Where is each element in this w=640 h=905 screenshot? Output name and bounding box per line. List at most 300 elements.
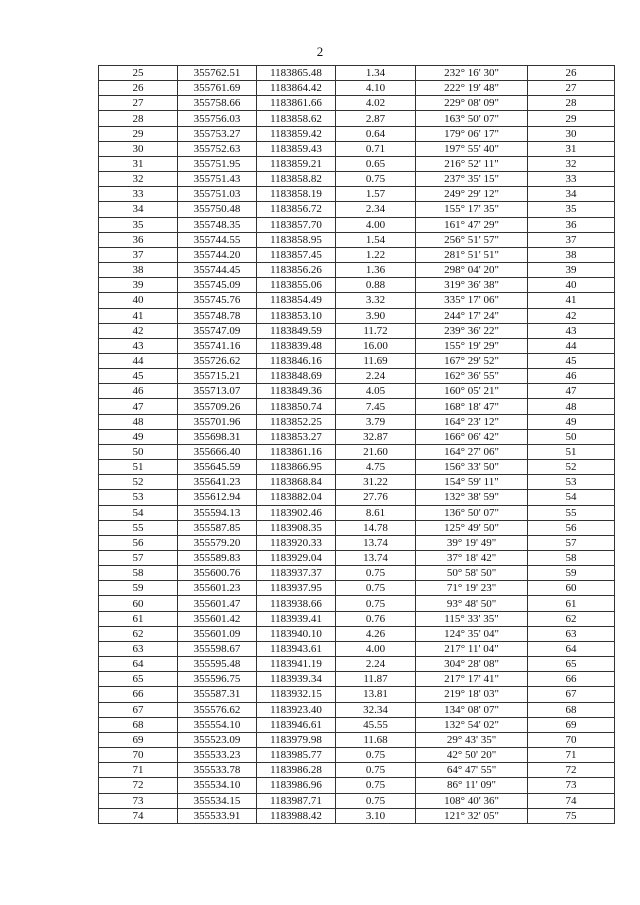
point-number-cell: 52 bbox=[99, 475, 178, 490]
next-point-cell: 48 bbox=[528, 399, 615, 414]
x-coordinate-cell: 355741.16 bbox=[178, 338, 257, 353]
y-coordinate-cell: 1183988.42 bbox=[257, 808, 336, 823]
y-coordinate-cell: 1183937.95 bbox=[257, 581, 336, 596]
bearing-cell: 37° 18' 42" bbox=[416, 551, 528, 566]
x-coordinate-cell: 355533.23 bbox=[178, 748, 257, 763]
table-row bbox=[99, 672, 615, 687]
bearing-cell: 164° 23' 12" bbox=[416, 414, 528, 429]
table-row bbox=[99, 369, 615, 384]
table-row bbox=[99, 278, 615, 293]
y-coordinate-cell: 1183855.06 bbox=[257, 278, 336, 293]
distance-cell: 13.74 bbox=[336, 551, 416, 566]
y-coordinate-cell: 1183859.21 bbox=[257, 156, 336, 171]
distance-cell: 11.72 bbox=[336, 323, 416, 338]
point-number-cell: 37 bbox=[99, 247, 178, 262]
y-coordinate-cell: 1183858.82 bbox=[257, 172, 336, 187]
x-coordinate-cell: 355748.78 bbox=[178, 308, 257, 323]
distance-cell: 8.61 bbox=[336, 505, 416, 520]
distance-cell: 4.02 bbox=[336, 96, 416, 111]
x-coordinate-cell: 355579.20 bbox=[178, 535, 257, 550]
point-number-cell: 29 bbox=[99, 126, 178, 141]
table-row bbox=[99, 187, 615, 202]
next-point-cell: 73 bbox=[528, 778, 615, 793]
table-row bbox=[99, 475, 615, 490]
x-coordinate-cell: 355589.83 bbox=[178, 551, 257, 566]
bearing-cell: 154° 59' 11" bbox=[416, 475, 528, 490]
y-coordinate-cell: 1183932.15 bbox=[257, 687, 336, 702]
distance-cell: 32.34 bbox=[336, 702, 416, 717]
x-coordinate-cell: 355726.62 bbox=[178, 353, 257, 368]
distance-cell: 31.22 bbox=[336, 475, 416, 490]
y-coordinate-cell: 1183857.70 bbox=[257, 217, 336, 232]
table-row bbox=[99, 748, 615, 763]
table-row bbox=[99, 566, 615, 581]
next-point-cell: 74 bbox=[528, 793, 615, 808]
y-coordinate-cell: 1183939.41 bbox=[257, 611, 336, 626]
distance-cell: 7.45 bbox=[336, 399, 416, 414]
distance-cell: 3.79 bbox=[336, 414, 416, 429]
x-coordinate-cell: 355612.94 bbox=[178, 490, 257, 505]
x-coordinate-cell: 355701.96 bbox=[178, 414, 257, 429]
distance-cell: 3.90 bbox=[336, 308, 416, 323]
bearing-cell: 167° 29' 52" bbox=[416, 353, 528, 368]
point-number-cell: 67 bbox=[99, 702, 178, 717]
distance-cell: 0.75 bbox=[336, 793, 416, 808]
distance-cell: 0.75 bbox=[336, 172, 416, 187]
point-number-cell: 68 bbox=[99, 717, 178, 732]
point-number-cell: 42 bbox=[99, 323, 178, 338]
next-point-cell: 69 bbox=[528, 717, 615, 732]
point-number-cell: 74 bbox=[99, 808, 178, 823]
x-coordinate-cell: 355596.75 bbox=[178, 672, 257, 687]
next-point-cell: 39 bbox=[528, 263, 615, 278]
table-row bbox=[99, 111, 615, 126]
point-number-cell: 64 bbox=[99, 657, 178, 672]
point-number-cell: 33 bbox=[99, 187, 178, 202]
table-row bbox=[99, 323, 615, 338]
y-coordinate-cell: 1183908.35 bbox=[257, 520, 336, 535]
bearing-cell: 161° 47' 29" bbox=[416, 217, 528, 232]
point-number-cell: 69 bbox=[99, 732, 178, 747]
point-number-cell: 73 bbox=[99, 793, 178, 808]
next-point-cell: 72 bbox=[528, 763, 615, 778]
x-coordinate-cell: 355709.26 bbox=[178, 399, 257, 414]
next-point-cell: 53 bbox=[528, 475, 615, 490]
x-coordinate-cell: 355751.43 bbox=[178, 172, 257, 187]
x-coordinate-cell: 355601.42 bbox=[178, 611, 257, 626]
next-point-cell: 40 bbox=[528, 278, 615, 293]
y-coordinate-cell: 1183861.16 bbox=[257, 444, 336, 459]
distance-cell: 2.24 bbox=[336, 657, 416, 672]
bearing-cell: 179° 06' 17" bbox=[416, 126, 528, 141]
point-number-cell: 56 bbox=[99, 535, 178, 550]
x-coordinate-cell: 355745.76 bbox=[178, 293, 257, 308]
point-number-cell: 43 bbox=[99, 338, 178, 353]
x-coordinate-cell: 355761.69 bbox=[178, 81, 257, 96]
next-point-cell: 42 bbox=[528, 308, 615, 323]
y-coordinate-cell: 1183946.61 bbox=[257, 717, 336, 732]
point-number-cell: 46 bbox=[99, 384, 178, 399]
distance-cell: 0.65 bbox=[336, 156, 416, 171]
x-coordinate-cell: 355576.62 bbox=[178, 702, 257, 717]
distance-cell: 4.00 bbox=[336, 217, 416, 232]
distance-cell: 0.88 bbox=[336, 278, 416, 293]
point-number-cell: 58 bbox=[99, 566, 178, 581]
table-row bbox=[99, 581, 615, 596]
point-number-cell: 28 bbox=[99, 111, 178, 126]
bearing-cell: 216° 52' 11" bbox=[416, 156, 528, 171]
table-row bbox=[99, 732, 615, 747]
next-point-cell: 41 bbox=[528, 293, 615, 308]
distance-cell: 14.78 bbox=[336, 520, 416, 535]
y-coordinate-cell: 1183857.45 bbox=[257, 247, 336, 262]
page-number: 2 bbox=[316, 44, 324, 59]
next-point-cell: 60 bbox=[528, 581, 615, 596]
point-number-cell: 71 bbox=[99, 763, 178, 778]
bearing-cell: 237° 35' 15" bbox=[416, 172, 528, 187]
next-point-cell: 43 bbox=[528, 323, 615, 338]
table-row bbox=[99, 626, 615, 641]
x-coordinate-cell: 355744.45 bbox=[178, 263, 257, 278]
bearing-cell: 155° 17' 35" bbox=[416, 202, 528, 217]
bearing-cell: 304° 28' 08" bbox=[416, 657, 528, 672]
distance-cell: 2.34 bbox=[336, 202, 416, 217]
table-row bbox=[99, 263, 615, 278]
distance-cell: 4.05 bbox=[336, 384, 416, 399]
point-number-cell: 39 bbox=[99, 278, 178, 293]
table-row bbox=[99, 505, 615, 520]
y-coordinate-cell: 1183849.36 bbox=[257, 384, 336, 399]
x-coordinate-cell: 355595.48 bbox=[178, 657, 257, 672]
point-number-cell: 27 bbox=[99, 96, 178, 111]
y-coordinate-cell: 1183859.43 bbox=[257, 141, 336, 156]
table-row bbox=[99, 429, 615, 444]
table-row bbox=[99, 399, 615, 414]
x-coordinate-cell: 355756.03 bbox=[178, 111, 257, 126]
y-coordinate-cell: 1183864.42 bbox=[257, 81, 336, 96]
point-number-cell: 70 bbox=[99, 748, 178, 763]
point-number-cell: 61 bbox=[99, 611, 178, 626]
table-row bbox=[99, 460, 615, 475]
next-point-cell: 63 bbox=[528, 626, 615, 641]
point-number-cell: 57 bbox=[99, 551, 178, 566]
bearing-cell: 42° 50' 20" bbox=[416, 748, 528, 763]
bearing-cell: 298° 04' 20" bbox=[416, 263, 528, 278]
y-coordinate-cell: 1183868.84 bbox=[257, 475, 336, 490]
point-number-cell: 34 bbox=[99, 202, 178, 217]
y-coordinate-cell: 1183856.26 bbox=[257, 263, 336, 278]
distance-cell: 1.36 bbox=[336, 263, 416, 278]
y-coordinate-cell: 1183987.71 bbox=[257, 793, 336, 808]
next-point-cell: 32 bbox=[528, 156, 615, 171]
y-coordinate-cell: 1183979.98 bbox=[257, 732, 336, 747]
next-point-cell: 38 bbox=[528, 247, 615, 262]
point-number-cell: 49 bbox=[99, 429, 178, 444]
bearing-cell: 281° 51' 51" bbox=[416, 247, 528, 262]
distance-cell: 0.64 bbox=[336, 126, 416, 141]
next-point-cell: 57 bbox=[528, 535, 615, 550]
bearing-cell: 163° 50' 07" bbox=[416, 111, 528, 126]
point-number-cell: 54 bbox=[99, 505, 178, 520]
y-coordinate-cell: 1183940.10 bbox=[257, 626, 336, 641]
x-coordinate-cell: 355744.55 bbox=[178, 232, 257, 247]
point-number-cell: 66 bbox=[99, 687, 178, 702]
table-row bbox=[99, 808, 615, 823]
point-number-cell: 40 bbox=[99, 293, 178, 308]
x-coordinate-cell: 355587.85 bbox=[178, 520, 257, 535]
y-coordinate-cell: 1183861.66 bbox=[257, 96, 336, 111]
table-row bbox=[99, 551, 615, 566]
y-coordinate-cell: 1183923.40 bbox=[257, 702, 336, 717]
distance-cell: 4.10 bbox=[336, 81, 416, 96]
bearing-cell: 319° 36' 38" bbox=[416, 278, 528, 293]
next-point-cell: 55 bbox=[528, 505, 615, 520]
distance-cell: 16.00 bbox=[336, 338, 416, 353]
bearing-cell: 121° 32' 05" bbox=[416, 808, 528, 823]
bearing-cell: 115° 33' 35" bbox=[416, 611, 528, 626]
distance-cell: 0.75 bbox=[336, 763, 416, 778]
next-point-cell: 61 bbox=[528, 596, 615, 611]
y-coordinate-cell: 1183985.77 bbox=[257, 748, 336, 763]
bearing-cell: 197° 55' 40" bbox=[416, 141, 528, 156]
next-point-cell: 35 bbox=[528, 202, 615, 217]
point-number-cell: 26 bbox=[99, 81, 178, 96]
point-number-cell: 45 bbox=[99, 369, 178, 384]
next-point-cell: 54 bbox=[528, 490, 615, 505]
x-coordinate-cell: 355715.21 bbox=[178, 369, 257, 384]
table-row bbox=[99, 611, 615, 626]
y-coordinate-cell: 1183858.95 bbox=[257, 232, 336, 247]
distance-cell: 11.69 bbox=[336, 353, 416, 368]
next-point-cell: 29 bbox=[528, 111, 615, 126]
distance-cell: 45.55 bbox=[336, 717, 416, 732]
bearing-cell: 156° 33' 50" bbox=[416, 460, 528, 475]
point-number-cell: 38 bbox=[99, 263, 178, 278]
bearing-cell: 256° 51' 57" bbox=[416, 232, 528, 247]
next-point-cell: 33 bbox=[528, 172, 615, 187]
table-row bbox=[99, 596, 615, 611]
distance-cell: 11.68 bbox=[336, 732, 416, 747]
next-point-cell: 28 bbox=[528, 96, 615, 111]
y-coordinate-cell: 1183920.33 bbox=[257, 535, 336, 550]
table-row bbox=[99, 247, 615, 262]
bearing-cell: 166° 06' 42" bbox=[416, 429, 528, 444]
y-coordinate-cell: 1183902.46 bbox=[257, 505, 336, 520]
y-coordinate-cell: 1183853.10 bbox=[257, 308, 336, 323]
bearing-cell: 132° 38' 59" bbox=[416, 490, 528, 505]
x-coordinate-cell: 355744.20 bbox=[178, 247, 257, 262]
bearing-cell: 132° 54' 02" bbox=[416, 717, 528, 732]
table-row bbox=[99, 763, 615, 778]
point-number-cell: 32 bbox=[99, 172, 178, 187]
x-coordinate-cell: 355752.63 bbox=[178, 141, 257, 156]
table-row bbox=[99, 338, 615, 353]
distance-cell: 11.87 bbox=[336, 672, 416, 687]
distance-cell: 0.71 bbox=[336, 141, 416, 156]
table-row bbox=[99, 126, 615, 141]
next-point-cell: 75 bbox=[528, 808, 615, 823]
x-coordinate-cell: 355601.09 bbox=[178, 626, 257, 641]
distance-cell: 0.75 bbox=[336, 566, 416, 581]
next-point-cell: 68 bbox=[528, 702, 615, 717]
bearing-cell: 162° 36' 55" bbox=[416, 369, 528, 384]
coordinates-table bbox=[98, 65, 615, 824]
bearing-cell: 155° 19' 29" bbox=[416, 338, 528, 353]
y-coordinate-cell: 1183858.19 bbox=[257, 187, 336, 202]
table-row bbox=[99, 96, 615, 111]
table-row bbox=[99, 66, 615, 81]
bearing-cell: 108° 40' 36" bbox=[416, 793, 528, 808]
table-row bbox=[99, 384, 615, 399]
table-row bbox=[99, 490, 615, 505]
next-point-cell: 50 bbox=[528, 429, 615, 444]
next-point-cell: 66 bbox=[528, 672, 615, 687]
table-row bbox=[99, 641, 615, 656]
point-number-cell: 59 bbox=[99, 581, 178, 596]
next-point-cell: 34 bbox=[528, 187, 615, 202]
table-row bbox=[99, 156, 615, 171]
distance-cell: 21.60 bbox=[336, 444, 416, 459]
next-point-cell: 37 bbox=[528, 232, 615, 247]
distance-cell: 13.81 bbox=[336, 687, 416, 702]
y-coordinate-cell: 1183859.42 bbox=[257, 126, 336, 141]
bearing-cell: 244° 17' 24" bbox=[416, 308, 528, 323]
bearing-cell: 229° 08' 09" bbox=[416, 96, 528, 111]
table-row bbox=[99, 81, 615, 96]
bearing-cell: 217° 11' 04" bbox=[416, 641, 528, 656]
table-row bbox=[99, 687, 615, 702]
distance-cell: 13.74 bbox=[336, 535, 416, 550]
point-number-cell: 48 bbox=[99, 414, 178, 429]
point-number-cell: 30 bbox=[99, 141, 178, 156]
point-number-cell: 63 bbox=[99, 641, 178, 656]
x-coordinate-cell: 355748.35 bbox=[178, 217, 257, 232]
bearing-cell: 249° 29' 12" bbox=[416, 187, 528, 202]
distance-cell: 4.26 bbox=[336, 626, 416, 641]
distance-cell: 1.22 bbox=[336, 247, 416, 262]
next-point-cell: 62 bbox=[528, 611, 615, 626]
table-row bbox=[99, 657, 615, 672]
next-point-cell: 65 bbox=[528, 657, 615, 672]
table-row bbox=[99, 172, 615, 187]
y-coordinate-cell: 1183856.72 bbox=[257, 202, 336, 217]
point-number-cell: 47 bbox=[99, 399, 178, 414]
bearing-cell: 29° 43' 35" bbox=[416, 732, 528, 747]
x-coordinate-cell: 355745.09 bbox=[178, 278, 257, 293]
next-point-cell: 31 bbox=[528, 141, 615, 156]
y-coordinate-cell: 1183839.48 bbox=[257, 338, 336, 353]
y-coordinate-cell: 1183938.66 bbox=[257, 596, 336, 611]
y-coordinate-cell: 1183852.25 bbox=[257, 414, 336, 429]
point-number-cell: 41 bbox=[99, 308, 178, 323]
distance-cell: 4.75 bbox=[336, 460, 416, 475]
distance-cell: 32.87 bbox=[336, 429, 416, 444]
bearing-cell: 136° 50' 07" bbox=[416, 505, 528, 520]
next-point-cell: 26 bbox=[528, 66, 615, 81]
distance-cell: 4.00 bbox=[336, 641, 416, 656]
x-coordinate-cell: 355753.27 bbox=[178, 126, 257, 141]
y-coordinate-cell: 1183939.34 bbox=[257, 672, 336, 687]
point-number-cell: 31 bbox=[99, 156, 178, 171]
x-coordinate-cell: 355645.59 bbox=[178, 460, 257, 475]
x-coordinate-cell: 355523.09 bbox=[178, 732, 257, 747]
y-coordinate-cell: 1183941.19 bbox=[257, 657, 336, 672]
y-coordinate-cell: 1183848.69 bbox=[257, 369, 336, 384]
bearing-cell: 239° 36' 22" bbox=[416, 323, 528, 338]
point-number-cell: 72 bbox=[99, 778, 178, 793]
distance-cell: 0.75 bbox=[336, 581, 416, 596]
bearing-cell: 217° 17' 41" bbox=[416, 672, 528, 687]
distance-cell: 0.75 bbox=[336, 596, 416, 611]
next-point-cell: 27 bbox=[528, 81, 615, 96]
x-coordinate-cell: 355747.09 bbox=[178, 323, 257, 338]
bearing-cell: 64° 47' 55" bbox=[416, 763, 528, 778]
x-coordinate-cell: 355713.07 bbox=[178, 384, 257, 399]
next-point-cell: 49 bbox=[528, 414, 615, 429]
x-coordinate-cell: 355587.31 bbox=[178, 687, 257, 702]
table-row bbox=[99, 202, 615, 217]
next-point-cell: 52 bbox=[528, 460, 615, 475]
y-coordinate-cell: 1183865.48 bbox=[257, 66, 336, 81]
next-point-cell: 30 bbox=[528, 126, 615, 141]
x-coordinate-cell: 355751.95 bbox=[178, 156, 257, 171]
table-row bbox=[99, 353, 615, 368]
table-row bbox=[99, 293, 615, 308]
x-coordinate-cell: 355666.40 bbox=[178, 444, 257, 459]
bearing-cell: 93° 48' 50" bbox=[416, 596, 528, 611]
y-coordinate-cell: 1183853.27 bbox=[257, 429, 336, 444]
bearing-cell: 134° 08' 07" bbox=[416, 702, 528, 717]
distance-cell: 2.24 bbox=[336, 369, 416, 384]
table-row bbox=[99, 717, 615, 732]
y-coordinate-cell: 1183850.74 bbox=[257, 399, 336, 414]
y-coordinate-cell: 1183854.49 bbox=[257, 293, 336, 308]
next-point-cell: 36 bbox=[528, 217, 615, 232]
next-point-cell: 58 bbox=[528, 551, 615, 566]
point-number-cell: 55 bbox=[99, 520, 178, 535]
bearing-cell: 50° 58' 50" bbox=[416, 566, 528, 581]
x-coordinate-cell: 355758.66 bbox=[178, 96, 257, 111]
y-coordinate-cell: 1183849.59 bbox=[257, 323, 336, 338]
x-coordinate-cell: 355750.48 bbox=[178, 202, 257, 217]
x-coordinate-cell: 355601.47 bbox=[178, 596, 257, 611]
bearing-cell: 335° 17' 06" bbox=[416, 293, 528, 308]
x-coordinate-cell: 355534.10 bbox=[178, 778, 257, 793]
distance-cell: 3.10 bbox=[336, 808, 416, 823]
next-point-cell: 56 bbox=[528, 520, 615, 535]
table-row bbox=[99, 232, 615, 247]
point-number-cell: 53 bbox=[99, 490, 178, 505]
coordinates-table-body bbox=[99, 66, 615, 824]
bearing-cell: 124° 35' 04" bbox=[416, 626, 528, 641]
table-row bbox=[99, 702, 615, 717]
point-number-cell: 65 bbox=[99, 672, 178, 687]
x-coordinate-cell: 355598.67 bbox=[178, 641, 257, 656]
point-number-cell: 50 bbox=[99, 444, 178, 459]
point-number-cell: 36 bbox=[99, 232, 178, 247]
x-coordinate-cell: 355533.78 bbox=[178, 763, 257, 778]
x-coordinate-cell: 355534.15 bbox=[178, 793, 257, 808]
distance-cell: 27.76 bbox=[336, 490, 416, 505]
x-coordinate-cell: 355600.76 bbox=[178, 566, 257, 581]
x-coordinate-cell: 355554.10 bbox=[178, 717, 257, 732]
point-number-cell: 44 bbox=[99, 353, 178, 368]
x-coordinate-cell: 355594.13 bbox=[178, 505, 257, 520]
bearing-cell: 71° 19' 23" bbox=[416, 581, 528, 596]
bearing-cell: 125° 49' 50" bbox=[416, 520, 528, 535]
bearing-cell: 232° 16' 30" bbox=[416, 66, 528, 81]
x-coordinate-cell: 355641.23 bbox=[178, 475, 257, 490]
